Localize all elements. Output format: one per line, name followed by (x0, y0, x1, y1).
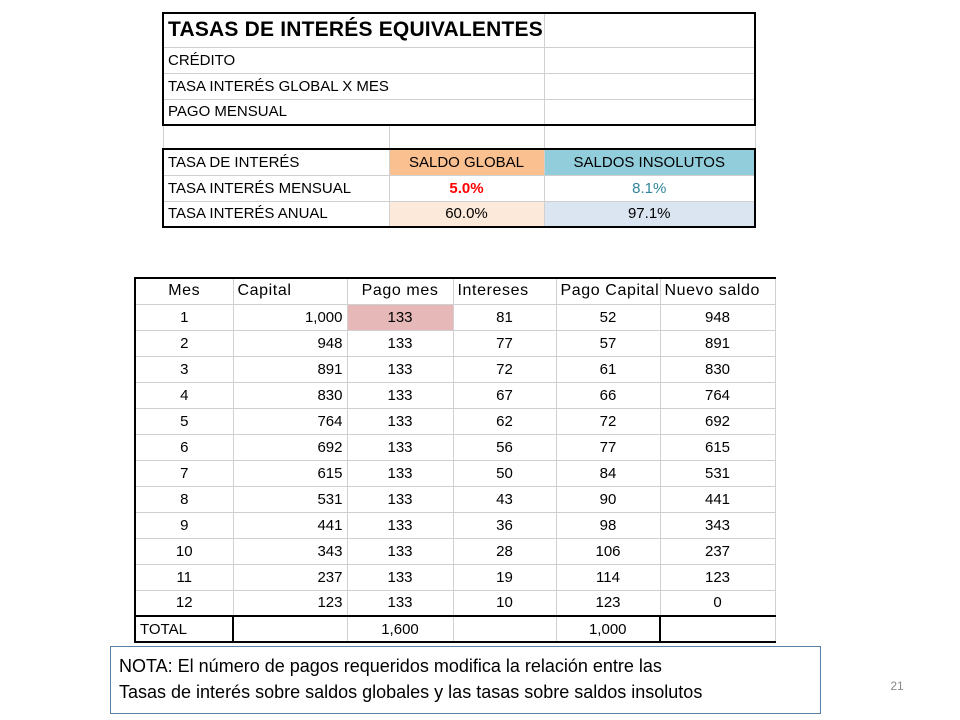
cell-mes[interactable]: 6 (135, 434, 233, 460)
cell-pago-capital[interactable]: 72 (556, 408, 660, 434)
empty-cell[interactable] (233, 616, 347, 642)
table-row (135, 564, 775, 590)
cell-pago-capital[interactable]: 114 (556, 564, 660, 590)
column-header-pago-mes[interactable]: Pago mes (347, 278, 453, 304)
tasa-interes-label[interactable]: TASA DE INTERÉS (163, 149, 389, 175)
table-row (135, 408, 775, 434)
pago-mensual-value-cell[interactable] (544, 99, 755, 125)
cell-mes[interactable]: 3 (135, 356, 233, 382)
amortization-table (134, 277, 776, 643)
table-row (135, 330, 775, 356)
cell-mes[interactable]: 2 (135, 330, 233, 356)
table-row (135, 486, 775, 512)
cell-nuevo-saldo[interactable]: 615 (660, 434, 775, 460)
cell-intereses[interactable]: 62 (453, 408, 556, 434)
credito-value-cell[interactable] (544, 47, 755, 73)
cell-nuevo-saldo[interactable]: 891 (660, 330, 775, 356)
table-row (135, 304, 775, 330)
slide-number: 21 (890, 679, 904, 693)
cell-nuevo-saldo[interactable]: 441 (660, 486, 775, 512)
cell-nuevo-saldo[interactable]: 830 (660, 356, 775, 382)
cell-pago-mes[interactable]: 133 (347, 434, 453, 460)
note-line: NOTA: El número de pagos requeridos modifica la relación entre las (119, 656, 662, 676)
column-header-intereses[interactable]: Intereses (453, 278, 556, 304)
cell-pago-mes[interactable]: 133 (347, 590, 453, 616)
tasa-anual-global[interactable]: 60.0% (389, 201, 544, 227)
cell-nuevo-saldo[interactable]: 0 (660, 590, 775, 616)
cell-nuevo-saldo[interactable]: 123 (660, 564, 775, 590)
cell-nuevo-saldo[interactable]: 343 (660, 512, 775, 538)
cell-intereses[interactable]: 77 (453, 330, 556, 356)
cell-capital[interactable]: 948 (233, 330, 347, 356)
cell-intereses[interactable]: 19 (453, 564, 556, 590)
cell-pago-capital[interactable]: 106 (556, 538, 660, 564)
total-row (135, 616, 775, 642)
saldos-insolutos-header[interactable]: SALDOS INSOLUTOS (544, 149, 755, 175)
cell-capital[interactable]: 830 (233, 382, 347, 408)
cell-pago-mes[interactable]: 133 (347, 538, 453, 564)
cell-pago-capital[interactable]: 90 (556, 486, 660, 512)
cell-capital[interactable]: 891 (233, 356, 347, 382)
summary-table (162, 12, 756, 228)
cell-intereses[interactable]: 36 (453, 512, 556, 538)
cell-pago-mes[interactable]: 133 (347, 460, 453, 486)
cell-nuevo-saldo[interactable]: 764 (660, 382, 775, 408)
cell-pago-mes-selected[interactable]: 133 (347, 304, 453, 330)
table-row (135, 356, 775, 382)
cell-mes[interactable]: 4 (135, 382, 233, 408)
cell-intereses[interactable]: 10 (453, 590, 556, 616)
cell-pago-mes[interactable]: 133 (347, 486, 453, 512)
table-row (135, 434, 775, 460)
cell-mes[interactable]: 8 (135, 486, 233, 512)
cell-nuevo-saldo[interactable]: 692 (660, 408, 775, 434)
cell-pago-mes[interactable]: 133 (347, 408, 453, 434)
table-row (135, 512, 775, 538)
cell-pago-mes[interactable]: 133 (347, 330, 453, 356)
cell-pago-capital[interactable]: 77 (556, 434, 660, 460)
cell-capital[interactable]: 615 (233, 460, 347, 486)
cell-mes[interactable]: 5 (135, 408, 233, 434)
cell-pago-capital[interactable]: 61 (556, 356, 660, 382)
cell-capital[interactable]: 237 (233, 564, 347, 590)
cell-capital[interactable]: 764 (233, 408, 347, 434)
tasa-global-value-cell[interactable] (544, 73, 755, 99)
note-textbox[interactable] (110, 646, 821, 714)
empty-cell[interactable] (660, 616, 775, 642)
credito-label[interactable]: CRÉDITO (163, 47, 544, 73)
cell-capital[interactable]: 123 (233, 590, 347, 616)
cell-pago-mes[interactable]: 133 (347, 382, 453, 408)
cell-nuevo-saldo[interactable]: 531 (660, 460, 775, 486)
table-row (135, 590, 775, 616)
total-pago-mes[interactable]: 1,600 (347, 616, 453, 642)
total-pago-capital[interactable]: 1,000 (556, 616, 660, 642)
cell-capital[interactable]: 1,000 (233, 304, 347, 330)
empty-cell[interactable] (544, 13, 755, 47)
cell-pago-mes[interactable]: 133 (347, 512, 453, 538)
cell-mes[interactable]: 1 (135, 304, 233, 330)
cell-pago-capital[interactable]: 84 (556, 460, 660, 486)
sheet-title[interactable]: TASAS DE INTERÉS EQUIVALENTES (163, 13, 544, 47)
tasa-global-label[interactable]: TASA INTERÉS GLOBAL X MES (163, 73, 544, 99)
tasa-mensual-global[interactable]: 5.0% (389, 175, 544, 201)
cell-nuevo-saldo[interactable]: 237 (660, 538, 775, 564)
cell-capital[interactable]: 692 (233, 434, 347, 460)
empty-cell[interactable] (389, 125, 544, 149)
cell-intereses[interactable]: 81 (453, 304, 556, 330)
column-header-mes[interactable]: Mes (135, 278, 233, 304)
cell-mes[interactable]: 9 (135, 512, 233, 538)
cell-mes[interactable]: 11 (135, 564, 233, 590)
empty-cell[interactable] (544, 125, 755, 149)
empty-cell[interactable] (163, 125, 389, 149)
cell-pago-capital[interactable]: 66 (556, 382, 660, 408)
cell-capital[interactable]: 441 (233, 512, 347, 538)
tasa-mensual-label[interactable]: TASA INTERÉS MENSUAL (163, 175, 389, 201)
cell-intereses[interactable]: 28 (453, 538, 556, 564)
column-header-capital[interactable]: Capital (233, 278, 347, 304)
cell-intereses[interactable]: 67 (453, 382, 556, 408)
cell-mes[interactable]: 12 (135, 590, 233, 616)
tasa-mensual-insolutos[interactable]: 8.1% (544, 175, 755, 201)
note-line: Tasas de interés sobre saldos globales y las tasas sobre saldos insolutos (119, 682, 703, 702)
table-row (135, 382, 775, 408)
cell-intereses[interactable]: 43 (453, 486, 556, 512)
total-label[interactable]: TOTAL (135, 616, 233, 642)
cell-intereses[interactable]: 50 (453, 460, 556, 486)
cell-pago-capital[interactable]: 98 (556, 512, 660, 538)
cell-nuevo-saldo[interactable]: 948 (660, 304, 775, 330)
empty-cell[interactable] (453, 616, 556, 642)
cell-capital[interactable]: 343 (233, 538, 347, 564)
table-row (135, 538, 775, 564)
cell-mes[interactable]: 7 (135, 460, 233, 486)
tasa-anual-label[interactable]: TASA INTERÉS ANUAL (163, 201, 389, 227)
cell-intereses[interactable]: 56 (453, 434, 556, 460)
cell-capital[interactable]: 531 (233, 486, 347, 512)
cell-pago-capital[interactable]: 123 (556, 590, 660, 616)
cell-pago-mes[interactable]: 133 (347, 564, 453, 590)
cell-pago-mes[interactable]: 133 (347, 356, 453, 382)
column-header-nuevo-saldo[interactable]: Nuevo saldo (660, 278, 775, 304)
cell-mes[interactable]: 10 (135, 538, 233, 564)
table-row (135, 460, 775, 486)
tasa-anual-insolutos[interactable]: 97.1% (544, 201, 755, 227)
cell-intereses[interactable]: 72 (453, 356, 556, 382)
column-header-pago-capital[interactable]: Pago Capital (556, 278, 660, 304)
pago-mensual-label[interactable]: PAGO MENSUAL (163, 99, 544, 125)
cell-pago-capital[interactable]: 57 (556, 330, 660, 356)
saldo-global-header[interactable]: SALDO GLOBAL (389, 149, 544, 175)
cell-pago-capital[interactable]: 52 (556, 304, 660, 330)
